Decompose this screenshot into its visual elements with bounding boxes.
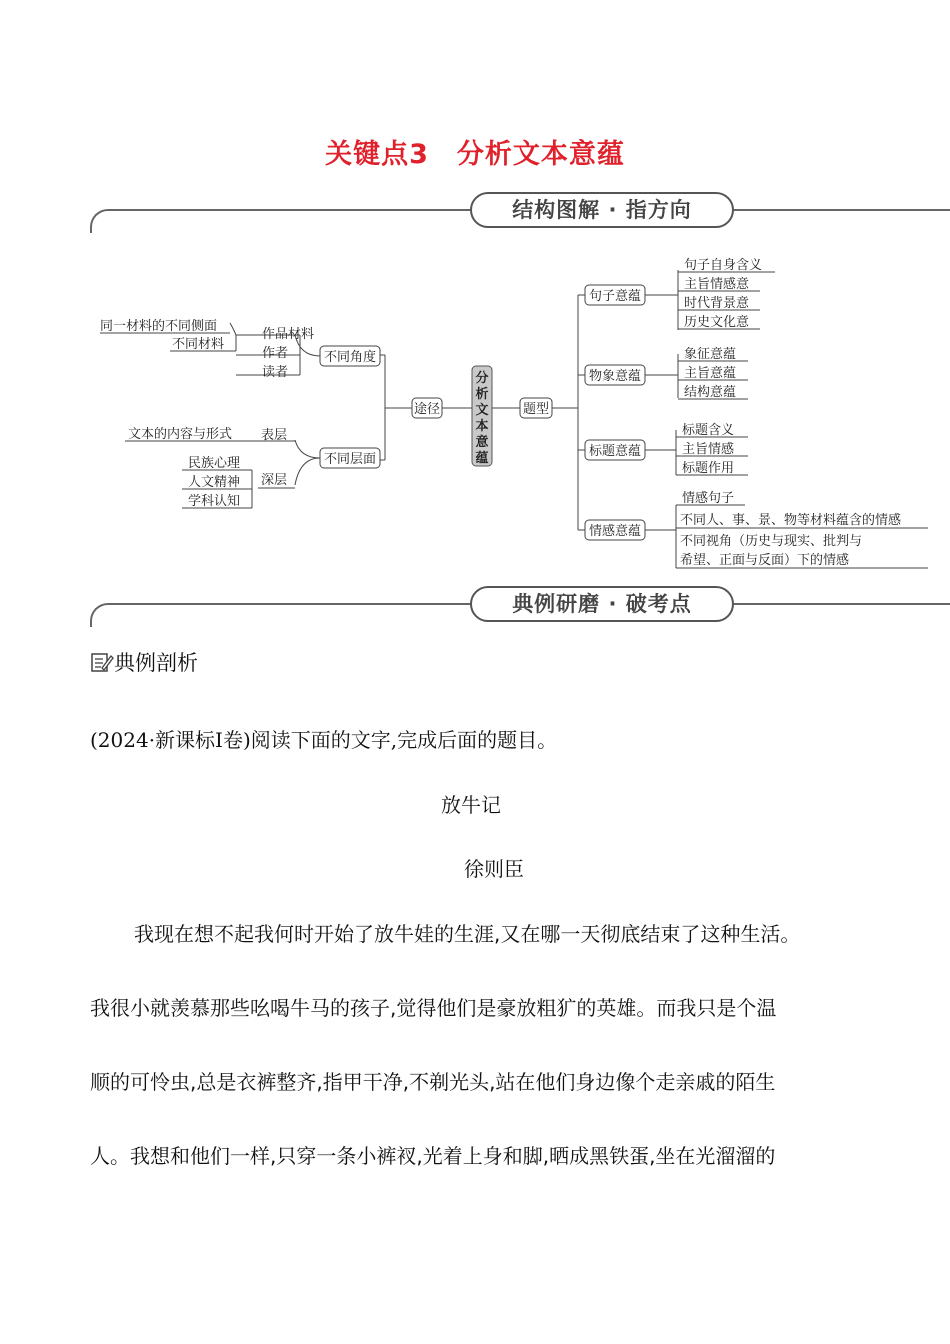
type-item: 历史文化意 bbox=[684, 315, 750, 330]
type-item: 象征意蕴 bbox=[684, 347, 737, 362]
level-deep-sub: 学科认知 bbox=[188, 494, 241, 509]
type-node: 标题意蕴 bbox=[588, 444, 642, 459]
question-intro: (2024·新课标Ⅰ卷)阅读下面的文字,完成后面的题目。 bbox=[90, 728, 558, 752]
type-node: 句子意蕴 bbox=[588, 289, 642, 304]
node-level: 不同层面 bbox=[323, 452, 377, 467]
body-line: 我现在想不起我何时开始了放牛娃的生涯,又在哪一天彻底结束了这种生活。 bbox=[134, 922, 801, 946]
angle-sub-item: 同一材料的不同侧面 bbox=[100, 319, 218, 334]
type-item: 标题含义 bbox=[682, 423, 735, 438]
type-item: 结构意蕴 bbox=[684, 385, 737, 400]
notepad-pencil-icon bbox=[90, 651, 114, 673]
type-item: 主旨情感意 bbox=[684, 277, 750, 292]
type-item: 时代背景意 bbox=[684, 296, 750, 311]
body-line: 我很小就羡慕那些吆喝牛马的孩子,觉得他们是豪放粗犷的英雄。而我只是个温 bbox=[90, 996, 777, 1020]
section-label-text: 典例剖析 bbox=[114, 651, 198, 675]
page-title: 关键点3 分析文本意蕴 bbox=[325, 139, 625, 170]
type-item: 句子自身含义 bbox=[684, 258, 763, 273]
level-deep-sub: 民族心理 bbox=[188, 456, 241, 471]
type-item: 希望、正面与反面）下的情感 bbox=[680, 553, 850, 568]
type-node: 物象意蕴 bbox=[588, 369, 642, 384]
type-item: 情感句子 bbox=[682, 491, 735, 506]
type-node: 情感意蕴 bbox=[588, 524, 642, 539]
center-char: 本 bbox=[475, 419, 489, 434]
type-item: 不同人、事、景、物等材料蕴含的情感 bbox=[680, 513, 902, 528]
node-approach: 途径 bbox=[413, 402, 441, 417]
type-item: 主旨情感 bbox=[682, 442, 735, 457]
mind-map-diagram bbox=[0, 240, 950, 580]
angle-item: 读者 bbox=[262, 365, 289, 380]
level-deep: 深层 bbox=[261, 473, 288, 488]
angle-sub-item: 不同材料 bbox=[172, 337, 225, 352]
center-char: 分 bbox=[475, 371, 489, 386]
section-banner-structure: 结构图解 · 指方向 bbox=[470, 192, 734, 228]
node-types: 题型 bbox=[522, 402, 550, 417]
level-surface: 表层 bbox=[261, 428, 288, 443]
angle-item: 作品材料 bbox=[262, 327, 315, 342]
section-label bbox=[90, 647, 198, 677]
center-char: 析 bbox=[475, 387, 489, 402]
story-title: 放牛记 bbox=[441, 793, 501, 817]
type-item: 标题作用 bbox=[682, 461, 735, 476]
type-item: 主旨意蕴 bbox=[684, 366, 737, 381]
body-line: 顺的可怜虫,总是衣裤整齐,指甲干净,不剃光头,站在他们身边像个走亲戚的陌生 bbox=[90, 1070, 776, 1094]
center-char: 意 bbox=[475, 435, 489, 450]
angle-item: 作者 bbox=[262, 346, 289, 361]
section-banner-examples: 典例研磨 · 破考点 bbox=[470, 586, 734, 622]
type-item: 不同视角（历史与现实、批判与 bbox=[680, 534, 863, 549]
level-surface-sub: 文本的内容与形式 bbox=[128, 427, 233, 442]
level-deep-sub: 人文精神 bbox=[188, 475, 241, 490]
story-author: 徐则臣 bbox=[464, 857, 524, 881]
node-angle: 不同角度 bbox=[323, 350, 377, 365]
center-char: 文 bbox=[475, 403, 489, 418]
body-line: 人。我想和他们一样,只穿一条小裤衩,光着上身和脚,晒成黑铁蛋,坐在光溜溜的 bbox=[90, 1144, 776, 1168]
center-char: 蕴 bbox=[475, 451, 489, 466]
